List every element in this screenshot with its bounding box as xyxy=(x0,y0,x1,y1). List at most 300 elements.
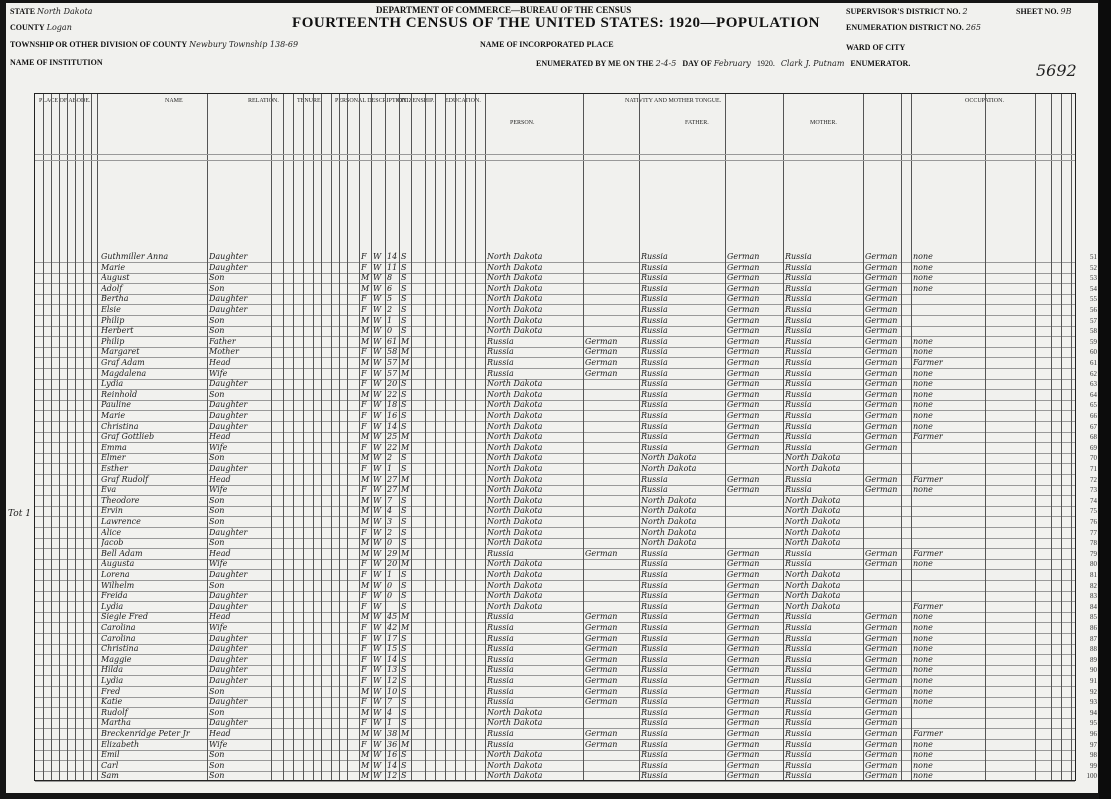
cell-relation: Daughter xyxy=(209,411,248,420)
cell-name: Marie xyxy=(101,262,126,272)
cell-birth: North Dakota xyxy=(487,474,543,484)
cell-birth: Russia xyxy=(487,347,514,357)
cell-relation: Son xyxy=(209,517,225,526)
cell-race: W xyxy=(373,453,382,463)
cell-fbirth: Russia xyxy=(641,633,668,643)
table-row xyxy=(35,485,1097,496)
grid-column-line xyxy=(455,94,456,780)
line-number: 81 xyxy=(1090,571,1097,579)
cell-fbirth: North Dakota xyxy=(641,538,697,548)
cell-mtongue: German xyxy=(865,707,898,717)
cell-sex: F xyxy=(361,644,367,654)
cell-ftongue: German xyxy=(727,485,760,495)
cell-relation: Son xyxy=(209,686,225,696)
cell-mbirth: Russia xyxy=(785,389,812,399)
cell-name: Graf Gottlieb xyxy=(101,432,155,442)
cell-ftongue: German xyxy=(727,665,760,675)
line-number: 55 xyxy=(1090,295,1097,304)
cell-sex: F xyxy=(361,676,367,685)
line-number: 86 xyxy=(1090,624,1097,632)
table-row xyxy=(35,676,1097,687)
cell-mtongue: German xyxy=(865,633,898,643)
grid-column-line xyxy=(385,94,386,780)
cell-age: 18 xyxy=(387,400,398,410)
cell-age: 20 xyxy=(387,559,398,569)
cell-age: 10 xyxy=(387,686,398,696)
cell-fbirth: Russia xyxy=(641,644,668,654)
cell-fbirth: Russia xyxy=(641,559,668,569)
table-row xyxy=(35,336,1097,348)
cell-age: 2 xyxy=(387,453,393,463)
header-divider xyxy=(35,160,1075,161)
cell-birth: North Dakota xyxy=(487,252,543,261)
cell-mtongue: German xyxy=(865,283,898,293)
cell-tongue: German xyxy=(585,358,618,367)
cell-ftongue: German xyxy=(727,474,760,484)
cell-relation: Daughter xyxy=(209,379,248,389)
cell-mbirth: Russia xyxy=(785,379,812,389)
cell-name: Graf Rudolf xyxy=(101,474,149,484)
cell-race: W xyxy=(373,400,382,410)
grid-column-line xyxy=(97,94,98,780)
cell-birth: North Dakota xyxy=(487,400,543,410)
table-row xyxy=(35,718,1097,729)
cell-sex: F xyxy=(361,654,367,664)
cell-birth: North Dakota xyxy=(487,506,543,516)
cell-race: W xyxy=(373,273,382,283)
line-number: 88 xyxy=(1090,645,1097,654)
cell-mbirth: North Dakota xyxy=(785,538,841,548)
column-header-person: PERSON. xyxy=(510,120,535,126)
cell-name: Hilda xyxy=(101,665,123,675)
cell-mbirth: Russia xyxy=(785,707,812,717)
cell-ftongue: German xyxy=(727,262,760,272)
cell-occ: none xyxy=(913,273,933,283)
cell-sex: M xyxy=(361,326,370,336)
cell-fbirth: Russia xyxy=(641,305,668,314)
cell-status: M xyxy=(401,729,410,738)
column-header-tenure: TENURE. xyxy=(297,98,323,104)
cell-birth: North Dakota xyxy=(487,527,543,537)
township-label: TOWNSHIP OR OTHER DIVISION OF COUNTY Newbury Township 138-69 xyxy=(10,40,299,49)
cell-ftongue: German xyxy=(727,612,760,622)
grid-column-line xyxy=(271,94,272,780)
cell-relation: Son xyxy=(209,538,225,548)
cell-status: S xyxy=(401,570,407,579)
table-row xyxy=(35,421,1097,433)
cell-birth: North Dakota xyxy=(487,771,543,781)
cell-occ: none xyxy=(913,283,933,293)
cell-sex: F xyxy=(361,421,367,431)
grid-column-line xyxy=(639,94,640,780)
cell-relation: Head xyxy=(209,474,231,484)
cell-mbirth: Russia xyxy=(785,676,812,685)
cell-mbirth: Russia xyxy=(785,432,812,442)
cell-age: 14 xyxy=(387,760,398,770)
cell-mtongue: German xyxy=(865,273,898,283)
cell-fbirth: Russia xyxy=(641,252,668,261)
cell-birth: North Dakota xyxy=(487,485,543,495)
cell-relation: Daughter xyxy=(209,665,248,675)
grid-column-line xyxy=(411,94,412,780)
cell-relation: Son xyxy=(209,506,225,516)
cell-birth: North Dakota xyxy=(487,718,543,728)
cell-sex: M xyxy=(361,506,370,516)
cell-mbirth: Russia xyxy=(785,400,812,410)
cell-sex: F xyxy=(361,442,367,452)
cell-fbirth: Russia xyxy=(641,697,668,707)
cell-status: S xyxy=(401,283,407,293)
table-row xyxy=(35,517,1097,528)
cell-race: W xyxy=(373,612,382,622)
cell-mtongue: German xyxy=(865,718,898,728)
cell-birth: North Dakota xyxy=(487,411,543,420)
cell-mbirth: Russia xyxy=(785,315,812,325)
line-number: 91 xyxy=(1090,677,1097,685)
cell-race: W xyxy=(373,336,382,346)
table-row xyxy=(35,729,1097,740)
cell-fbirth: North Dakota xyxy=(641,453,697,463)
cell-race: W xyxy=(373,665,382,675)
grid-column-line xyxy=(475,94,476,780)
grid-column-line xyxy=(465,94,466,780)
cell-fbirth: Russia xyxy=(641,580,668,590)
cell-race: W xyxy=(373,676,382,685)
grid-column-line xyxy=(1035,94,1036,780)
cell-sex: F xyxy=(361,739,367,749)
cell-age: 0 xyxy=(387,538,393,548)
table-row xyxy=(35,464,1097,475)
cell-name: Christina xyxy=(101,421,139,431)
cell-sex: F xyxy=(361,485,367,495)
cell-name: Reinhold xyxy=(101,389,138,399)
cell-age: 57 xyxy=(387,368,398,378)
cell-status: M xyxy=(401,548,410,558)
cell-occ: none xyxy=(913,252,933,261)
cell-fbirth: Russia xyxy=(641,570,668,579)
cell-birth: Russia xyxy=(487,654,514,664)
table-row xyxy=(35,665,1097,676)
cell-age: 42 xyxy=(387,623,398,632)
cell-name: Maggie xyxy=(101,654,132,664)
cell-sex: F xyxy=(361,294,367,304)
cell-ftongue: German xyxy=(727,368,760,378)
cell-ftongue: German xyxy=(727,750,760,760)
cell-relation: Son xyxy=(209,750,225,760)
cell-occ: none xyxy=(913,665,933,675)
line-number: 53 xyxy=(1090,274,1097,283)
cell-sex: F xyxy=(361,623,367,632)
cell-relation: Son xyxy=(209,760,225,770)
cell-age: 25 xyxy=(387,432,398,442)
cell-age: 1 xyxy=(387,315,393,325)
cell-sex: F xyxy=(361,591,367,601)
table-row xyxy=(35,262,1097,274)
cell-race: W xyxy=(373,760,382,770)
cell-sex: F xyxy=(361,400,367,410)
cell-birth: Russia xyxy=(487,633,514,643)
cell-tongue: German xyxy=(585,665,618,675)
line-number: 80 xyxy=(1090,560,1097,569)
cell-status: S xyxy=(401,538,407,548)
cell-fbirth: Russia xyxy=(641,411,668,420)
cell-mtongue: German xyxy=(865,379,898,389)
cell-sex: M xyxy=(361,707,370,717)
cell-sex: F xyxy=(361,559,367,569)
cell-mtongue: German xyxy=(865,432,898,442)
cell-status: S xyxy=(401,294,407,304)
line-number: 90 xyxy=(1090,666,1097,675)
cell-ftongue: German xyxy=(727,601,760,611)
cell-sex: F xyxy=(361,262,367,272)
cell-mtongue: German xyxy=(865,368,898,378)
cell-status: M xyxy=(401,612,410,622)
cell-relation: Father xyxy=(209,336,236,346)
cell-name: Lydia xyxy=(101,676,124,685)
cell-relation: Daughter xyxy=(209,421,248,431)
grid-column-line xyxy=(293,94,294,780)
cell-mbirth: North Dakota xyxy=(785,495,841,505)
cell-race: W xyxy=(373,347,382,357)
cell-mtongue: German xyxy=(865,771,898,781)
cell-sex: M xyxy=(361,358,370,367)
cell-age: 58 xyxy=(387,347,398,357)
cell-birth: North Dakota xyxy=(487,421,543,431)
cell-ftongue: German xyxy=(727,654,760,664)
cell-ftongue: German xyxy=(727,686,760,696)
cell-status: S xyxy=(401,411,407,420)
cell-mbirth: Russia xyxy=(785,262,812,272)
cell-sex: F xyxy=(361,697,367,707)
cell-birth: North Dakota xyxy=(487,389,543,399)
cell-fbirth: North Dakota xyxy=(641,527,697,537)
cell-mtongue: German xyxy=(865,612,898,622)
cell-status: S xyxy=(401,686,407,696)
cell-age: 27 xyxy=(387,485,398,495)
line-number: 75 xyxy=(1090,507,1097,516)
cell-race: W xyxy=(373,707,382,717)
cell-birth: Russia xyxy=(487,623,514,632)
cell-mbirth: Russia xyxy=(785,305,812,314)
line-number: 83 xyxy=(1090,592,1097,601)
cell-mtongue: German xyxy=(865,294,898,304)
cell-age: 3 xyxy=(387,517,393,526)
cell-name: Lydia xyxy=(101,601,124,611)
cell-name: Graf Adam xyxy=(101,358,145,367)
cell-fbirth: Russia xyxy=(641,548,668,558)
cell-name: Emil xyxy=(101,750,120,760)
cell-relation: Head xyxy=(209,548,231,558)
cell-sex: F xyxy=(361,601,367,611)
line-number: 59 xyxy=(1090,337,1097,346)
cell-mtongue: German xyxy=(865,315,898,325)
cell-status: S xyxy=(401,464,407,473)
cell-mbirth: Russia xyxy=(785,273,812,283)
grid-column-line xyxy=(313,94,314,780)
cell-name: Augusta xyxy=(101,559,135,569)
cell-fbirth: Russia xyxy=(641,326,668,336)
cell-birth: North Dakota xyxy=(487,453,543,463)
cell-race: W xyxy=(373,432,382,442)
cell-race: W xyxy=(373,368,382,378)
cell-status: M xyxy=(401,336,410,346)
cell-name: Sam xyxy=(101,771,119,781)
cell-fbirth: Russia xyxy=(641,485,668,495)
table-row xyxy=(35,570,1097,581)
table-row xyxy=(35,591,1097,602)
cell-name: Carolina xyxy=(101,633,136,643)
cell-ftongue: German xyxy=(727,559,760,569)
cell-mbirth: Russia xyxy=(785,368,812,378)
cell-relation: Son xyxy=(209,273,225,283)
cell-mtongue: German xyxy=(865,559,898,569)
cell-occ: Farmer xyxy=(913,601,943,611)
table-row xyxy=(35,697,1097,708)
cell-mbirth: Russia xyxy=(785,336,812,346)
cell-sex: F xyxy=(361,665,367,675)
cell-race: W xyxy=(373,601,382,611)
cell-mtongue: German xyxy=(865,654,898,664)
line-number: 52 xyxy=(1090,263,1097,272)
cell-mbirth: Russia xyxy=(785,548,812,558)
cell-mbirth: Russia xyxy=(785,421,812,431)
cell-status: M xyxy=(401,739,410,749)
cell-race: W xyxy=(373,559,382,569)
grid-column-line xyxy=(371,94,372,780)
cell-status: S xyxy=(401,262,407,272)
line-number: 85 xyxy=(1090,613,1097,622)
table-row xyxy=(35,538,1097,549)
cell-mbirth: Russia xyxy=(785,612,812,622)
cell-status: S xyxy=(401,750,407,760)
cell-race: W xyxy=(373,305,382,314)
table-row xyxy=(35,389,1097,401)
cell-fbirth: Russia xyxy=(641,273,668,283)
cell-mbirth: Russia xyxy=(785,760,812,770)
cell-fbirth: Russia xyxy=(641,686,668,696)
cell-age: 14 xyxy=(387,252,398,261)
cell-birth: North Dakota xyxy=(487,273,543,283)
cell-sex: M xyxy=(361,453,370,463)
line-number: 58 xyxy=(1090,327,1097,336)
line-number: 72 xyxy=(1090,475,1097,484)
cell-birth: North Dakota xyxy=(487,315,543,325)
cell-relation: Mother xyxy=(209,347,239,357)
cell-age: 15 xyxy=(387,644,398,654)
cell-tongue: German xyxy=(585,336,618,346)
cell-occ: none xyxy=(913,421,933,431)
cell-name: Adolf xyxy=(101,283,123,293)
table-row xyxy=(35,400,1097,411)
cell-relation: Daughter xyxy=(209,601,248,611)
cell-mtongue: German xyxy=(865,623,898,632)
cell-mbirth: Russia xyxy=(785,729,812,738)
cell-status: S xyxy=(401,676,407,685)
cell-fbirth: Russia xyxy=(641,718,668,728)
cell-fbirth: Russia xyxy=(641,474,668,484)
column-header-father: FATHER. xyxy=(685,120,709,126)
cell-status: S xyxy=(401,453,407,463)
cell-race: W xyxy=(373,644,382,654)
cell-status: M xyxy=(401,442,410,452)
row-line xyxy=(35,781,1075,782)
cell-age: 38 xyxy=(387,729,398,738)
cell-name: Elizabeth xyxy=(101,739,140,749)
cell-mbirth: North Dakota xyxy=(785,464,841,473)
cell-name: Bell Adam xyxy=(101,548,143,558)
margin-note: Tot 1 xyxy=(8,509,31,519)
cell-tongue: German xyxy=(585,368,618,378)
cell-mbirth: Russia xyxy=(785,686,812,696)
cell-race: W xyxy=(373,326,382,336)
cell-fbirth: Russia xyxy=(641,760,668,770)
cell-occ: none xyxy=(913,347,933,357)
cell-birth: Russia xyxy=(487,336,514,346)
grid-column-line xyxy=(83,94,84,780)
cell-sex: M xyxy=(361,315,370,325)
cell-race: W xyxy=(373,283,382,293)
cell-sex: F xyxy=(361,347,367,357)
column-header-mother: MOTHER. xyxy=(810,120,837,126)
grid-column-line xyxy=(51,94,52,780)
cell-birth: North Dakota xyxy=(487,326,543,336)
cell-birth: North Dakota xyxy=(487,262,543,272)
cell-status: S xyxy=(401,315,407,325)
cell-mtongue: German xyxy=(865,305,898,314)
cell-birth: North Dakota xyxy=(487,442,543,452)
grid-column-line xyxy=(901,94,902,780)
cell-race: W xyxy=(373,548,382,558)
cell-name: August xyxy=(101,273,130,283)
cell-relation: Son xyxy=(209,453,225,463)
cell-relation: Daughter xyxy=(209,633,248,643)
table-row xyxy=(35,686,1097,698)
cell-ftongue: German xyxy=(727,707,760,717)
cell-birth: North Dakota xyxy=(487,379,543,389)
cell-ftongue: German xyxy=(727,771,760,781)
cell-tongue: German xyxy=(585,739,618,749)
line-number: 68 xyxy=(1090,433,1097,442)
table-row xyxy=(35,750,1097,761)
cell-name: Herbert xyxy=(101,326,134,336)
cell-fbirth: Russia xyxy=(641,729,668,738)
cell-mtongue: German xyxy=(865,739,898,749)
cell-race: W xyxy=(373,464,382,473)
cell-birth: Russia xyxy=(487,697,514,707)
grid-column-line xyxy=(75,94,76,780)
cell-ftongue: German xyxy=(727,729,760,738)
cell-ftongue: German xyxy=(727,294,760,304)
cell-tongue: German xyxy=(585,676,618,685)
cell-relation: Daughter xyxy=(209,591,248,601)
grid-column-line xyxy=(321,94,322,780)
cell-mtongue: German xyxy=(865,644,898,654)
cell-status: S xyxy=(401,707,407,717)
cell-sex: M xyxy=(361,548,370,558)
cell-status: S xyxy=(401,389,407,399)
grid-column-line xyxy=(399,94,400,780)
cell-status: S xyxy=(401,633,407,643)
cell-age: 6 xyxy=(387,283,393,293)
cell-mbirth: North Dakota xyxy=(785,591,841,601)
stamp-number: 5692 xyxy=(1036,61,1077,80)
cell-age: 2 xyxy=(387,305,393,314)
header-divider xyxy=(35,154,1075,155)
cell-mtongue: German xyxy=(865,760,898,770)
column-header-nativity: NATIVITY AND MOTHER TONGUE. xyxy=(625,98,722,104)
grid-column-line xyxy=(445,94,446,780)
cell-status: S xyxy=(401,495,407,505)
